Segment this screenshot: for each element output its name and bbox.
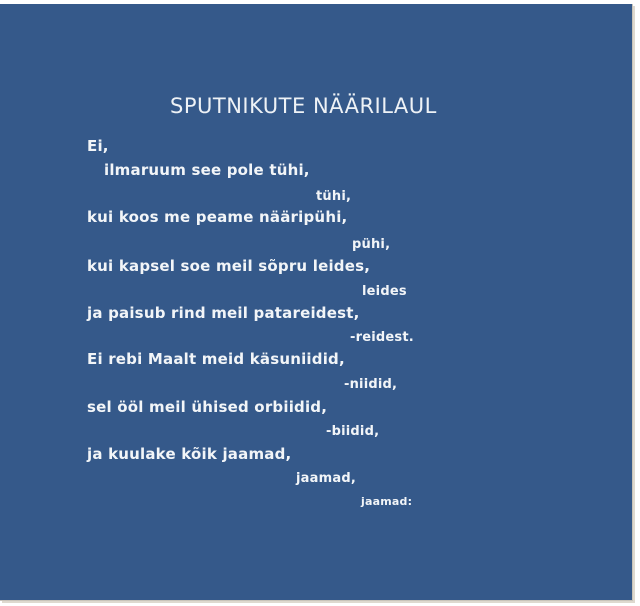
poem-echo-line: leides bbox=[362, 284, 407, 299]
poem-line: kui kapsel soe meil sõpru leides, bbox=[87, 257, 371, 275]
poem-echo-line: -reidest. bbox=[350, 330, 414, 345]
poem-line: ilmaruum see pole tühi, bbox=[104, 161, 310, 179]
poem-card bbox=[0, 4, 633, 601]
poem-line: kui koos me peame nääripühi, bbox=[87, 208, 348, 226]
poem-line: Ei rebi Maalt meid käsuniidid, bbox=[87, 350, 345, 368]
poem-echo-line: jaamad, bbox=[296, 471, 356, 486]
poem-line: sel ööl meil ühised orbiidid, bbox=[87, 398, 328, 416]
poem-line: ja kuulake kõik jaamad, bbox=[87, 445, 292, 463]
poem-echo-line: jaamad: bbox=[361, 495, 413, 508]
poem-echo-line: tühi, bbox=[316, 189, 352, 204]
poem-line: Ei, bbox=[87, 137, 109, 155]
poem-echo-line: -niidid, bbox=[344, 377, 398, 392]
poem-title: SPUTNIKUTE NÄÄRILAUL bbox=[170, 94, 437, 118]
poem-echo-line: pühi, bbox=[352, 237, 391, 252]
poem-line: ja paisub rind meil patareidest, bbox=[87, 304, 360, 322]
poem-echo-line: -biidid, bbox=[326, 424, 380, 439]
